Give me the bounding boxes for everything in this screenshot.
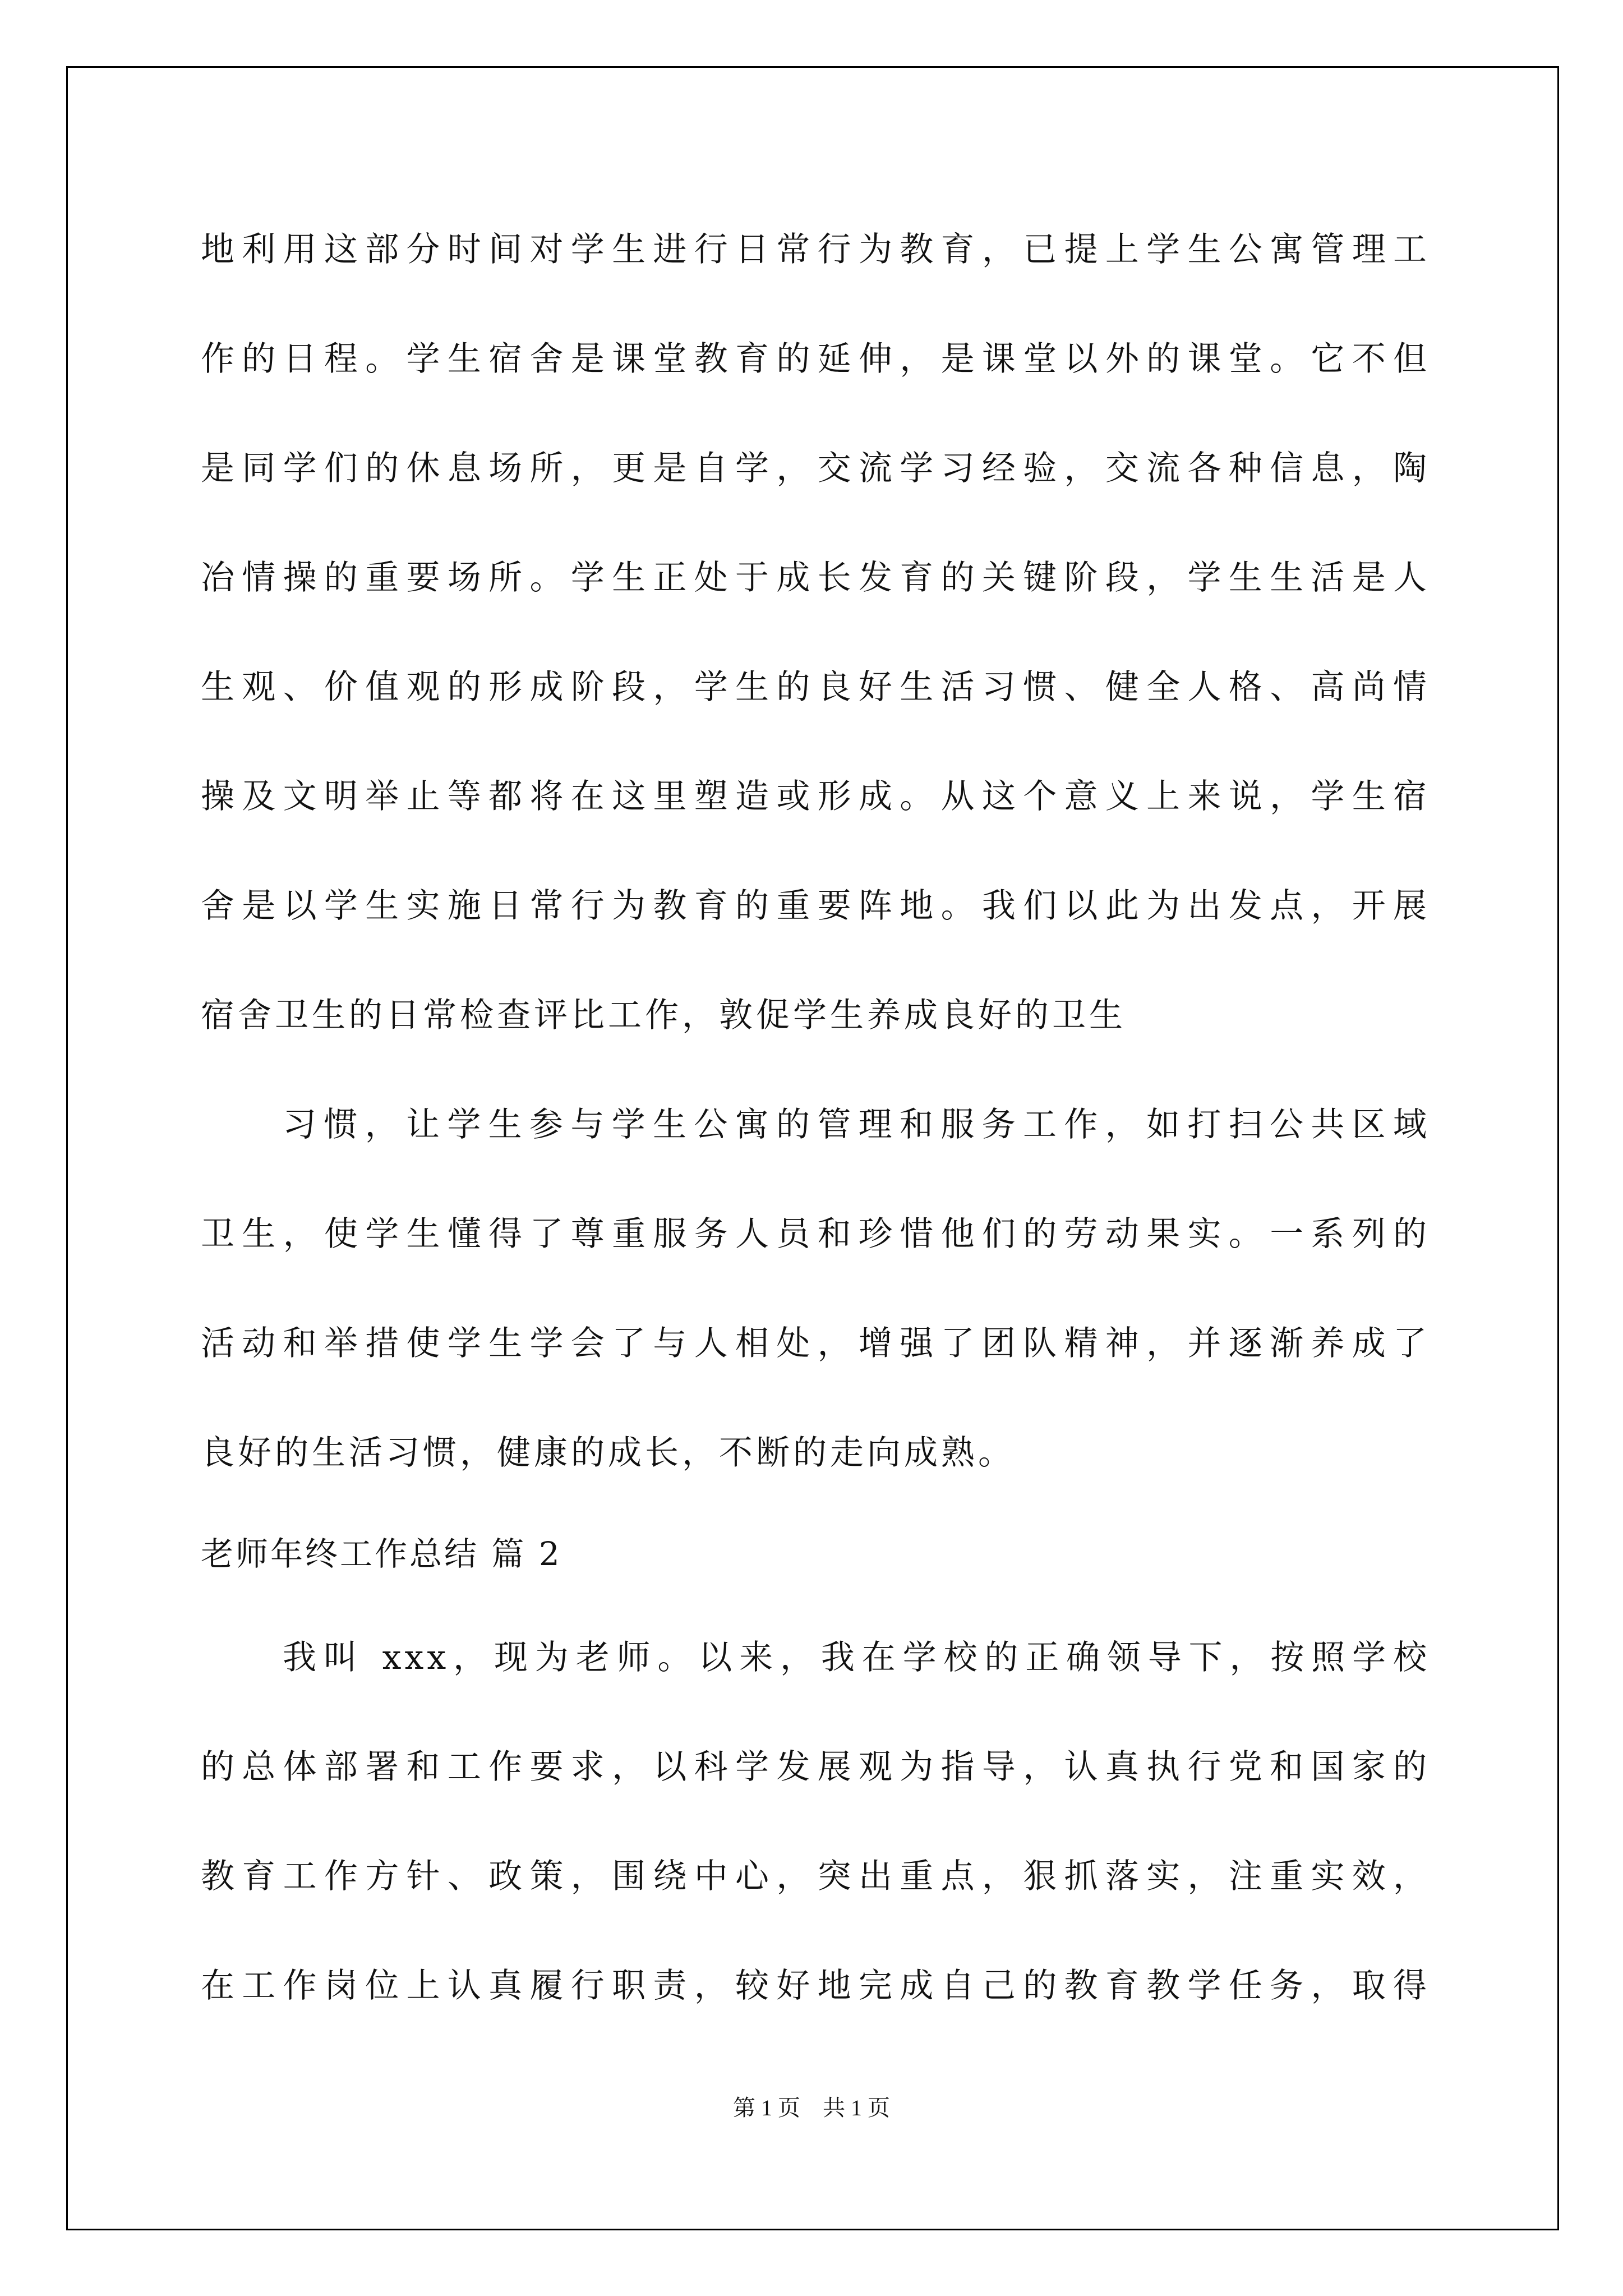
body-text-line: 生观、价值观的形成阶段，学生的良好生活习惯、健全人格、高尚情 bbox=[201, 668, 1430, 707]
body-text-line: 卫生，使学生懂得了尊重服务人员和珍惜他们的劳动果实。一系列的 bbox=[201, 1214, 1430, 1254]
paragraph-first-line: 习惯，让学生参与学生公寓的管理和服务工作，如打扫公共区域 bbox=[283, 1105, 1430, 1144]
body-text-line: 在工作岗位上认真履行职责，较好地完成自己的教育教学任务，取得 bbox=[201, 1966, 1430, 2005]
body-text-line: 的总体部署和工作要求，以科学发展观为指导，认真执行党和国家的 bbox=[201, 1747, 1430, 1787]
body-text-line: 活动和举措使学生学会了与人相处，增强了团队精神，并逐渐养成了 bbox=[201, 1324, 1430, 1363]
body-text-line: 是同学们的休息场所，更是自学，交流学习经验，交流各种信息，陶 bbox=[201, 449, 1430, 488]
body-text-line: 冶情操的重要场所。学生正处于成长发育的关键阶段，学生生活是人 bbox=[201, 558, 1430, 597]
page-footer: 第 1 页 共 1 页 bbox=[733, 2095, 890, 2120]
paragraph-first-line: 我叫 xxx，现为老师。以来，我在学校的正确领导下，按照学校 bbox=[283, 1638, 1430, 1677]
body-text-line: 良好的生活习惯，健康的成长，不断的走向成熟。 bbox=[201, 1433, 1015, 1473]
body-text-line: 作的日程。学生宿舍是课堂教育的延伸，是课堂以外的课堂。它不但 bbox=[201, 339, 1430, 379]
section-heading: 老师年终工作总结 篇 2 bbox=[201, 1535, 562, 1573]
body-text-line: 宿舍卫生的日常检查评比工作，敦促学生养成良好的卫生 bbox=[201, 996, 1126, 1035]
body-text-line: 地利用这部分时间对学生进行日常行为教育，已提上学生公寓管理工 bbox=[201, 230, 1430, 269]
body-text-line: 操及文明举止等都将在这里塑造或形成。从这个意义上来说，学生宿 bbox=[201, 777, 1430, 816]
body-text-line: 舍是以学生实施日常行为教育的重要阵地。我们以此为出发点，开展 bbox=[201, 886, 1430, 926]
body-text-line: 教育工作方针、政策，围绕中心，突出重点，狠抓落实，注重实效， bbox=[201, 1857, 1430, 1896]
